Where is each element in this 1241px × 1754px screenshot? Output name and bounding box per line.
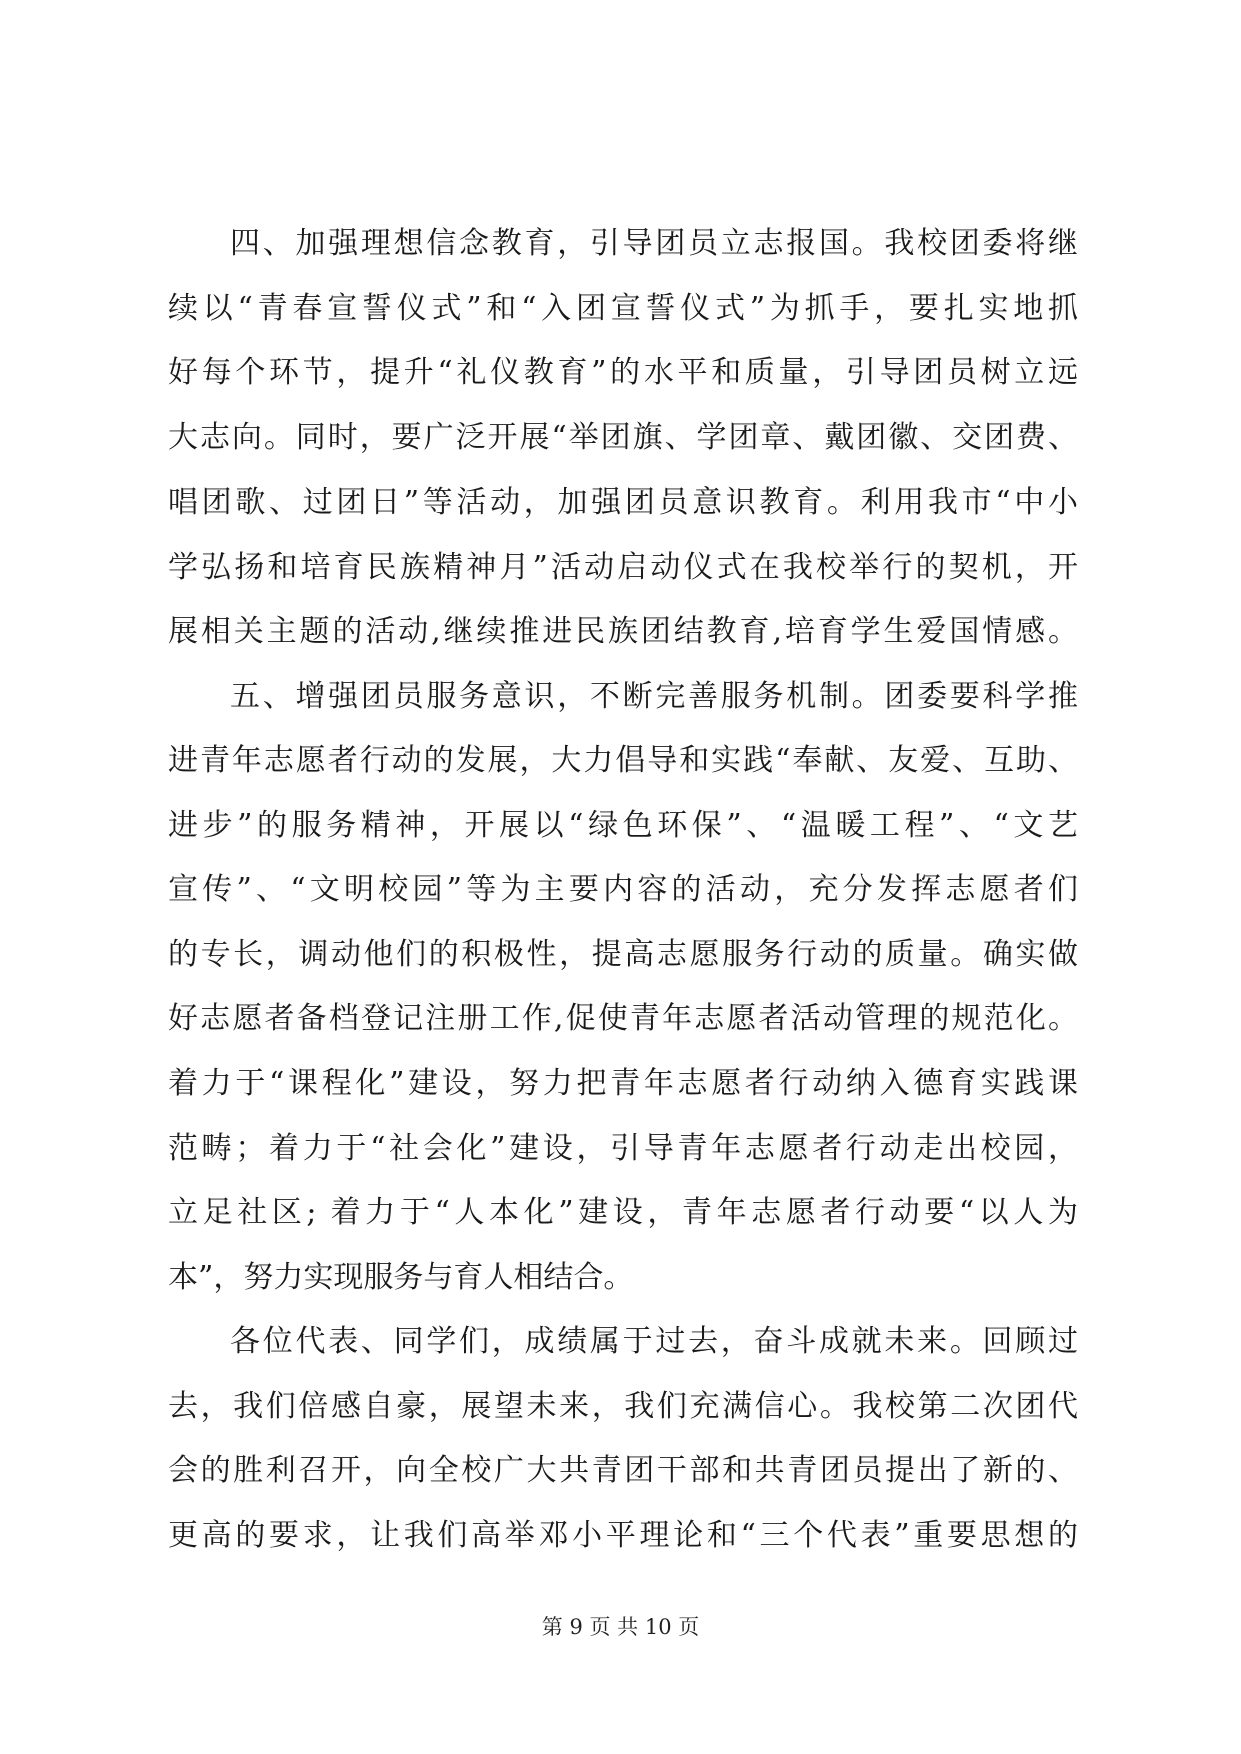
text-line-13: 好志愿者备档登记注册工作,促使青年志愿者活动管理的规范化。 xyxy=(168,1001,1078,1036)
page-number-footer: 第 9 页 共 10 页 xyxy=(541,1615,700,1639)
text-line-10: 进步”的服务精神，开展以“绿色环保”、“温暖工程”、“文艺 xyxy=(168,808,1078,843)
text-line-15: 范畴；着力于“社会化”建设，引导青年志愿者行动走出校园， xyxy=(168,1131,1078,1166)
text-line-20: 会的胜利召开，向全校广大共青团干部和共青团员提出了新的、 xyxy=(168,1453,1078,1488)
text-line-3: 好每个环节，提升“礼仪教育”的水平和质量，引导团员树立远 xyxy=(168,355,1078,390)
text-line-16: 立足社区; 着力于“人本化”建设，青年志愿者行动要“以人为 xyxy=(168,1195,1078,1230)
text-line-17: 本”，努力实现服务与育人相结合。 xyxy=(168,1260,634,1295)
text-line-19: 去，我们倍感自豪，展望未来，我们充满信心。我校第二次团代 xyxy=(168,1389,1078,1424)
text-line-8: 五、增强团员服务意识，不断完善服务机制。团委要科学推 xyxy=(230,679,1078,714)
text-line-21: 更高的要求，让我们高举邓小平理论和“三个代表”重要思想的 xyxy=(168,1518,1078,1553)
text-line-7: 展相关主题的活动,继续推进民族团结教育,培育学生爱国情感。 xyxy=(168,614,1078,649)
text-line-2: 续以“青春宣誓仪式”和“入团宣誓仪式”为抓手，要扎实地抓 xyxy=(168,291,1078,326)
text-line-5: 唱团歌、过团日”等活动，加强团员意识教育。利用我市“中小 xyxy=(168,485,1078,520)
text-line-11: 宣传”、“文明校园”等为主要内容的活动，充分发挥志愿者们 xyxy=(168,872,1078,907)
text-line-1: 四、加强理想信念教育，引导团员立志报国。我校团委将继 xyxy=(230,226,1078,261)
text-line-14: 着力于“课程化”建设，努力把青年志愿者行动纳入德育实践课 xyxy=(168,1066,1078,1101)
text-line-4: 大志向。同时，要广泛开展“举团旗、学团章、戴团徽、交团费、 xyxy=(168,420,1078,455)
text-line-6: 学弘扬和培育民族精神月”活动启动仪式在我校举行的契机，开 xyxy=(168,550,1078,585)
text-line-9: 进青年志愿者行动的发展，大力倡导和实践“奉献、友爱、互助、 xyxy=(168,743,1078,778)
text-line-12: 的专长，调动他们的积极性，提高志愿服务行动的质量。确实做 xyxy=(168,937,1078,972)
text-line-18: 各位代表、同学们，成绩属于过去，奋斗成就未来。回顾过 xyxy=(230,1324,1078,1359)
